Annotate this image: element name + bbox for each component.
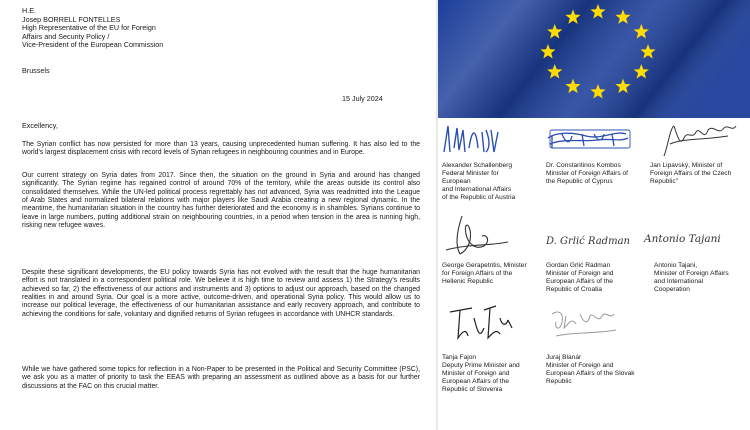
address-line: Affairs and Security Policy / xyxy=(22,31,110,41)
signatory-line: European Affairs of the xyxy=(546,277,613,285)
salutation: Excellency, xyxy=(22,121,58,130)
address-line: H.E. xyxy=(22,6,36,15)
signatory-line: and International xyxy=(654,277,704,285)
signature-slovenia-icon xyxy=(438,298,546,350)
signatory-line: Minister of Foreign and xyxy=(546,361,614,369)
signatory-line: Republic of Slovenia xyxy=(442,385,503,393)
signatory-line: for Foreign Affairs of the xyxy=(442,269,513,277)
signatory-line: Gordan Grlić Radman xyxy=(546,262,611,269)
signatory-line: European Affairs of the Slovak xyxy=(546,369,635,377)
signature-italy-icon xyxy=(644,210,750,258)
address-line: High Representative of the EU for Foreign xyxy=(22,23,156,33)
signatory-line: Juraj Blanár xyxy=(546,354,582,361)
signatory-line: Minister of Foreign Affairs of xyxy=(546,169,628,177)
signature-austria-icon xyxy=(438,118,546,158)
signatory-line: Minister of Foreign Affairs xyxy=(654,269,729,277)
signature-scribble: D. Grlić Radman xyxy=(546,236,630,247)
body-paragraph-2: Our current strategy on Syria dates from 2017. Since then, the situation on the ground in Syria and around has changed significantly. The Syrian regime has regained control of around 70% of the territory, while the areas outside its control also consolidated themselves. While the UN-led political process regrettably has not advanced, Syria was readmitted into the League of Arab States and normalized bilateral relations with major players like Saudi Arabia creating a new regional dynamic. In the meantime, the humanitarian situation in the country has further deteriorated and the economy is in shambles. Syrians continue to leave in large numbers, putting additional strain on neighbouring countries, in a period when tension in the area is running high, risking new refugee waves. xyxy=(22,172,420,230)
signatory-name-block xyxy=(442,354,520,394)
recipient-city: Brussels xyxy=(22,66,50,75)
signatory-name-block xyxy=(546,162,628,186)
signatory-line: the Republic of Cyprus xyxy=(546,177,613,185)
letter-date: 15 July 2024 xyxy=(342,94,383,103)
signature-cyprus-icon xyxy=(542,118,650,158)
signature-czech-icon xyxy=(644,118,750,158)
signatory-line: Minister of Foreign and xyxy=(546,269,614,277)
signatory-line: European xyxy=(442,177,471,185)
signatory-line: Hellenic Republic xyxy=(442,277,493,285)
signatory-line: Cooperation xyxy=(654,285,690,293)
signatory-line: Republic xyxy=(546,377,572,385)
signatory-line: Alexander Schallenberg xyxy=(442,162,513,169)
signatory-line: Republic of Croatia xyxy=(546,285,603,293)
body-paragraph-1: The Syrian conflict has now persisted for more than 13 years, causing unprecedented human suffering. It has also led to the world's largest displacement crisis with record levels of Syrian refugees in neighbouring countries and in Europe. xyxy=(22,141,420,157)
signatory-name-block xyxy=(546,354,635,386)
body-paragraph-3: Despite these significant developments, the EU policy towards Syria has not evolved with the result that the huge humanitarian effort is not translated in a correspondent political role. We believe it is high time to review and assess 1) the Strategy's results achieved so far, 2) the effectiveness of our actions and instruments and 3) options to adjust our approach, based on the changed realities in and around Syria. Our goal is a more active, outcome-driven, and operational Syria policy. This would allow us to increase our political leverage, the effectiveness of our humanitarian assistance and early recovery approach, and contribute to achieving the conditions for safe, voluntary and dignified returns of Syrian refugees in accordance with UNHCR standards. xyxy=(22,269,420,318)
signatory-name-block xyxy=(546,262,613,294)
recipient-address xyxy=(22,7,163,50)
signature-slovakia-icon xyxy=(542,298,650,350)
signatory-name-block xyxy=(442,162,515,202)
signatory-name-block xyxy=(442,262,527,286)
signatory-line: European Affairs of the xyxy=(442,377,509,385)
signatory-line: Minister of Foreign and xyxy=(442,369,510,377)
signatory-name-block xyxy=(654,262,729,294)
signature-scribble: Antonio Tajani xyxy=(644,233,721,245)
signatory-line: Antonio Tajani, xyxy=(654,262,698,269)
signature-greece-icon xyxy=(438,210,546,258)
signatory-line: of the Republic of Austria xyxy=(442,193,516,201)
signatory-line: Foreign Affairs of the Czech xyxy=(650,169,732,177)
signatory-line: Dr. Constantinos Kombos xyxy=(546,162,621,169)
address-line: Vice-President of the European Commission xyxy=(22,40,164,50)
eu-flag-icon xyxy=(438,0,750,118)
signatory-name-block xyxy=(650,162,731,186)
signature-block xyxy=(438,118,750,430)
signatory-line: Republic" xyxy=(650,177,678,185)
signature-croatia-icon xyxy=(542,210,650,258)
signatory-line: George Gerapetritis, Minister xyxy=(442,262,527,269)
signatory-line: and International Affairs xyxy=(442,185,512,193)
body-paragraph-4: While we have gathered some topics for reflection in a Non-Paper to be presented in the Political and Security Committee (PSC), we ask you as a matter of priority to task the EEAS with preparing an assessment as outlined above as a basis for our further discussions at the FAC on this crucial matter. xyxy=(22,366,420,390)
eu-flag-graphic xyxy=(438,0,750,118)
address-line: Josep BORRELL FONTELLES xyxy=(22,14,121,24)
signatory-line: Deputy Prime Minister and xyxy=(442,361,520,369)
signatory-line: Federal Minister for xyxy=(442,169,499,177)
signatory-line: Tanja Fajon xyxy=(442,354,477,361)
signatory-line: Jan Lipavský, Minister of xyxy=(650,162,723,169)
